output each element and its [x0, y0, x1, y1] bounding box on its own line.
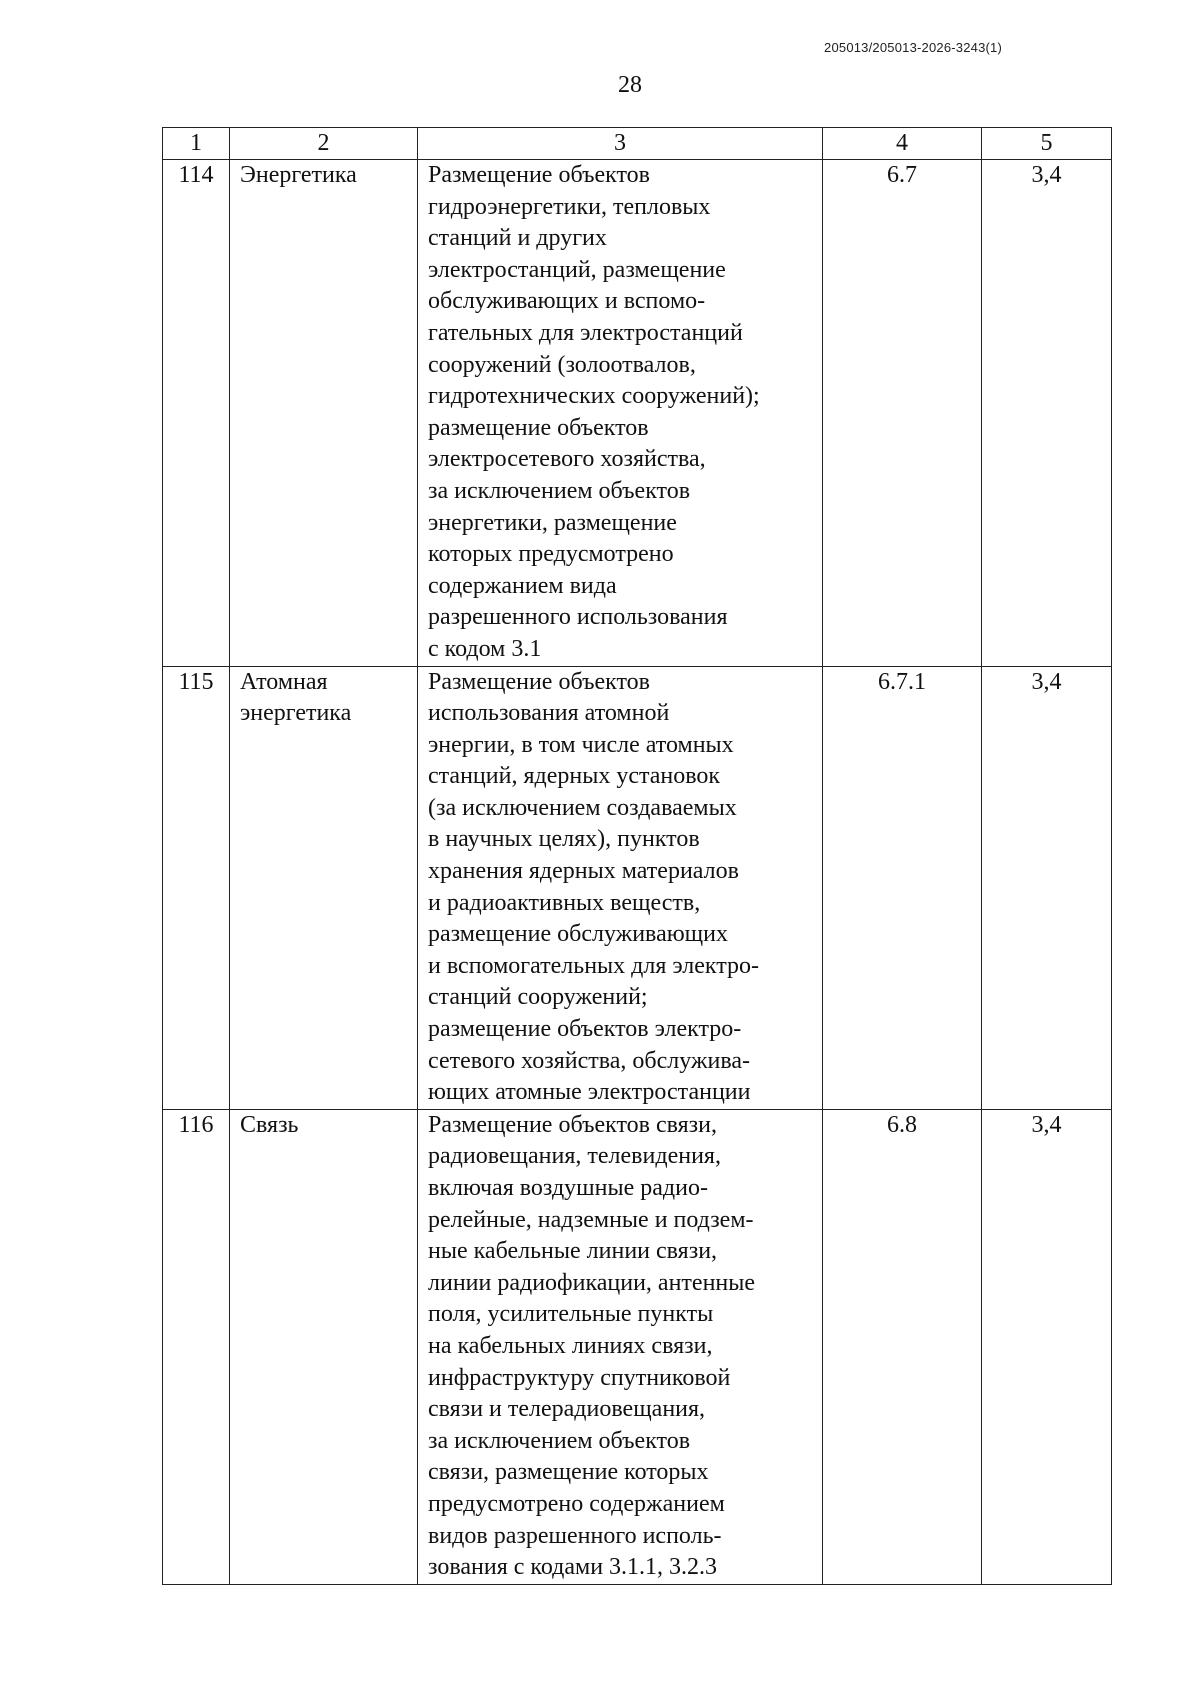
use-type-description: Размещение объектов связи, радиовещания, телевидения, включая воздушные радио- релейные, надземные и подзем- ные кабельные линии связи, линии радиофикации, антенные поля, усилительные пункты на кабельных линиях связи, инфраструктуру спутниковой связи и телерадиовещания, за исключением объектов связи, размещение которых предусмотрено содержанием видов разрешенного исполь- зования с кодами 3.1.1, 3.2.3 — [418, 1109, 823, 1584]
use-type-code: 6.7 — [823, 160, 982, 667]
column-header-2: 2 — [230, 128, 418, 160]
use-type-description: Размещение объектов использования атомной энергии, в том числе атомных станций, ядерных установок (за исключением создаваемых в научных целях), пунктов хранения ядерных материалов и радиоактивных веществ, размещение обслуживающих и вспомогательных для электро- станций сооружений; размещение объектов электро- сетевого хозяйства, обслужива- ющих атомные электростанции — [418, 666, 823, 1109]
use-type-name: Атомная энергетика — [230, 666, 418, 1109]
table-header-row — [163, 128, 1112, 160]
document-id: 205013/205013-2026-3243(1) — [824, 40, 1002, 55]
row-number: 116 — [163, 1109, 230, 1584]
column-header-4: 4 — [823, 128, 982, 160]
use-type-code: 6.8 — [823, 1109, 982, 1584]
table-row — [163, 666, 1112, 1109]
hazard-classes: 3,4 — [982, 1109, 1112, 1584]
use-type-code: 6.7.1 — [823, 666, 982, 1109]
table-row — [163, 160, 1112, 667]
column-header-5: 5 — [982, 128, 1112, 160]
hazard-classes: 3,4 — [982, 160, 1112, 667]
row-number: 115 — [163, 666, 230, 1109]
land-use-table — [162, 127, 1112, 1585]
table-row — [163, 1109, 1112, 1584]
hazard-classes: 3,4 — [982, 666, 1112, 1109]
use-type-name: Связь — [230, 1109, 418, 1584]
row-number: 114 — [163, 160, 230, 667]
column-header-1: 1 — [163, 128, 230, 160]
column-header-3: 3 — [418, 128, 823, 160]
use-type-description: Размещение объектов гидроэнергетики, тепловых станций и других электростанций, размещение обслуживающих и вспомо- гательных для электростанций сооружений (золоотвалов, гидротехнических сооружений); размещение объектов электросетевого хозяйства, за исключением объектов энергетики, размещение которых предусмотрено содержанием вида разрешенного использования с кодом 3.1 — [418, 160, 823, 667]
page-number: 28 — [618, 72, 642, 98]
use-type-name: Энергетика — [230, 160, 418, 667]
